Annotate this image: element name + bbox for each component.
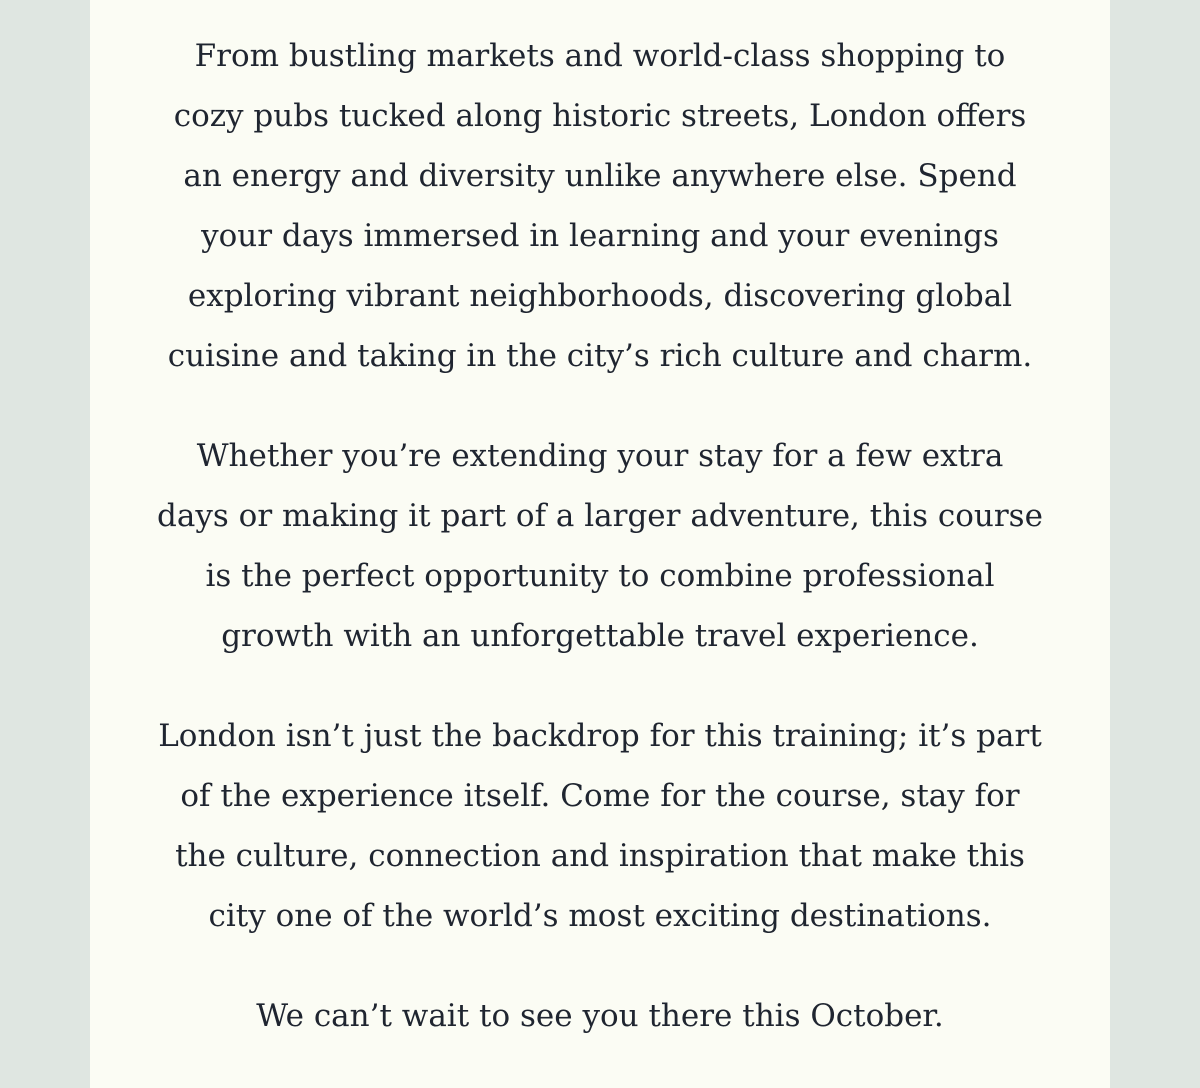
text-line: your days immersed in learning and your evenings	[201, 218, 999, 254]
text-line: cuisine and taking in the city’s rich culture and charm.	[167, 338, 1033, 374]
text-line: growth with an unforgettable travel experience.	[221, 618, 979, 654]
text-line: city one of the world’s most exciting destinations.	[208, 898, 992, 934]
text-line: cozy pubs tucked along historic streets, London offers	[173, 98, 1027, 134]
paragraph-london-energy	[90, 26, 1110, 386]
text-line: From bustling markets and world-class shopping to	[194, 38, 1006, 74]
text-line: is the perfect opportunity to combine professional	[205, 558, 995, 594]
paragraph-closing	[90, 986, 1110, 1046]
text-line: exploring vibrant neighborhoods, discovering global	[187, 278, 1013, 314]
paragraph-london-experience	[90, 706, 1110, 946]
text-line: We can’t wait to see you there this October.	[256, 998, 944, 1034]
paragraph-extend-stay	[90, 426, 1110, 666]
email-body	[90, 26, 1110, 1046]
text-line: London isn’t just the backdrop for this training; it’s part	[158, 718, 1042, 754]
text-line: an energy and diversity unlike anywhere else. Spend	[183, 158, 1017, 194]
text-line: the culture, connection and inspiration that make this	[175, 838, 1025, 874]
text-line: Whether you’re extending your stay for a few extra	[196, 438, 1004, 474]
text-line: of the experience itself. Come for the course, stay for	[180, 778, 1020, 814]
email-content-panel	[90, 0, 1110, 1088]
text-line: days or making it part of a larger adventure, this course	[157, 498, 1043, 534]
